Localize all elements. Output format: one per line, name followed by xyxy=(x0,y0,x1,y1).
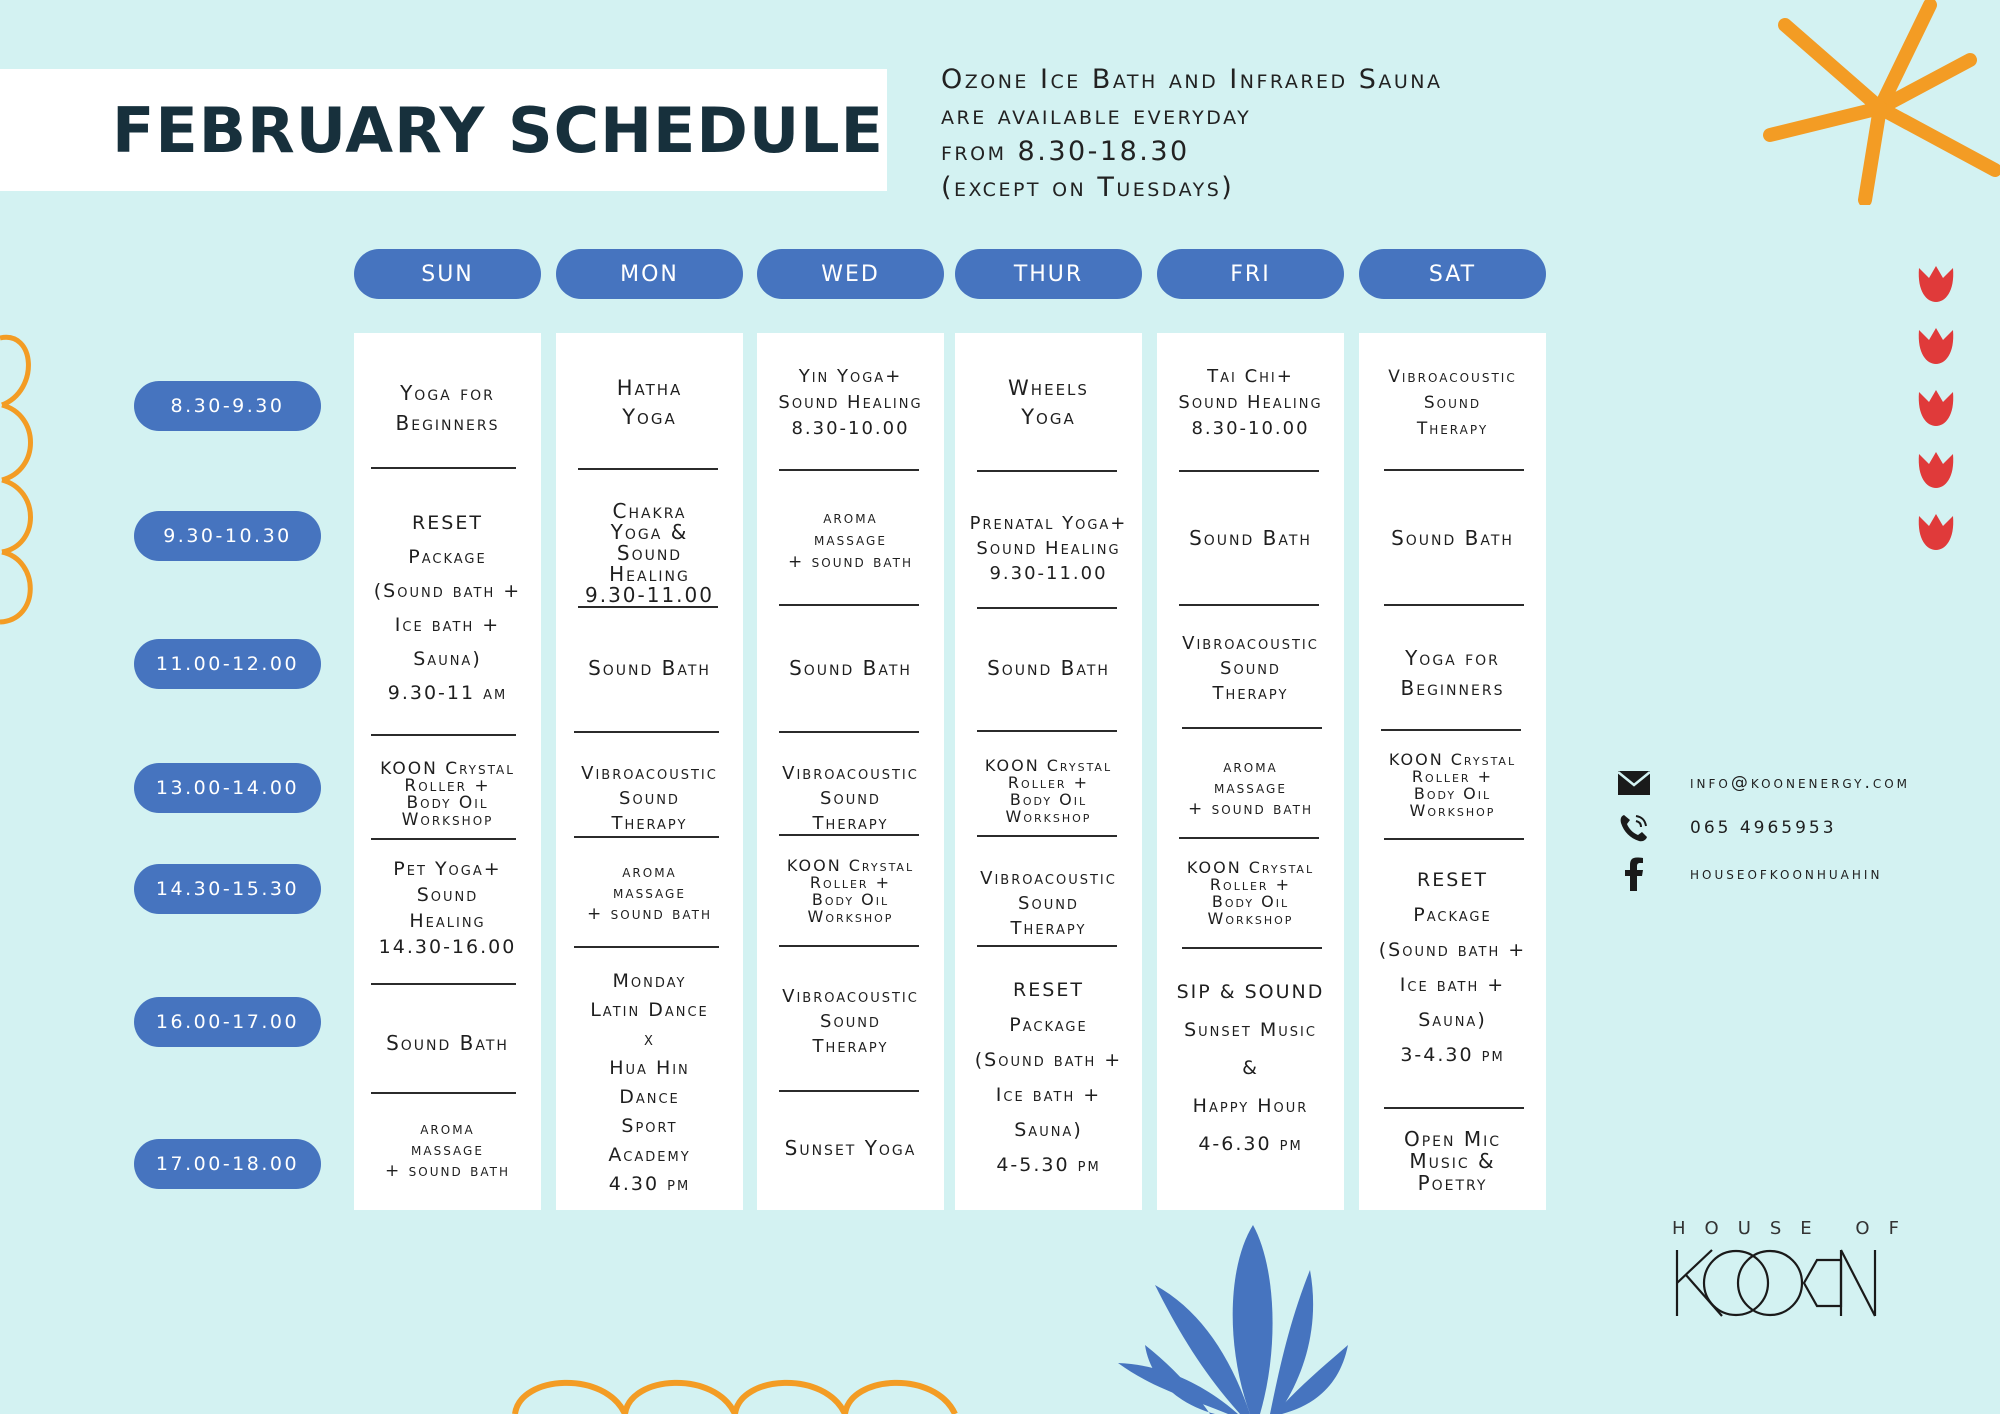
class-entry: aroma massage + sound bath xyxy=(1188,756,1313,819)
day-pill-fri: FRI xyxy=(1157,249,1344,299)
schedule-column-mon xyxy=(556,333,743,1210)
class-entry: RESET Package (Sound bath + Ice bath + Sauna) 9.30-11 am xyxy=(373,512,522,704)
notice-line: (except on Tuesdays) xyxy=(941,172,1235,203)
class-entry: Yoga for Beginners xyxy=(1400,646,1505,700)
class-entry: Vibroacoustic Sound Therapy xyxy=(980,867,1117,939)
envelope-icon xyxy=(1614,766,1654,800)
class-entry: KOON Crystal Roller + Body Oil Workshop xyxy=(984,756,1113,826)
contact-facebook-text: houseofkoonhuahin xyxy=(1690,864,1883,884)
class-entry: KOON Crystal Roller + Body Oil Workshop xyxy=(1186,857,1315,928)
title-banner xyxy=(0,69,887,191)
class-entry: Hatha Yoga xyxy=(616,376,683,429)
class-entry: Pet Yoga+ Sound Healing 14.30-16.00 xyxy=(378,858,517,958)
class-entry: RESET Package (Sound bath + Ice bath + Sauna) 3-4.30 pm xyxy=(1378,869,1527,1066)
class-entry: Chakra Yoga & Sound Healing 9.30-11.00 xyxy=(584,498,714,607)
day-pill-wed: WED xyxy=(757,249,944,299)
class-entry: Vibroacoustic Sound Therapy xyxy=(1388,367,1517,439)
class-entry: Prenatal Yoga+ Sound Healing 9.30-11.00 xyxy=(969,512,1128,584)
day-pill-mon: MON xyxy=(556,249,743,299)
page-title: FEBRUARY SCHEDULE xyxy=(112,93,885,167)
class-entry: Sunset Yoga xyxy=(784,1136,917,1160)
notice-line: from 8.30-18.30 xyxy=(941,136,1190,167)
orange-loops-left-decoration xyxy=(0,330,40,630)
contact-phone xyxy=(1614,811,1837,845)
phone-icon xyxy=(1614,811,1654,845)
orange-asterisk-decoration xyxy=(1755,0,2000,205)
class-entry: Yin Yoga+ Sound Healing 8.30-10.00 xyxy=(778,366,923,439)
class-entry: Sound Bath xyxy=(386,1031,509,1055)
class-entry: Vibroacoustic Sound Therapy xyxy=(581,762,718,834)
day-pill-sun: SUN xyxy=(354,249,541,299)
class-entry: Wheels Yoga xyxy=(1008,376,1089,429)
red-tulip-decoration xyxy=(1915,262,1957,562)
class-entry: Tai Chi+ Sound Healing 8.30-10.00 xyxy=(1178,366,1323,439)
class-entry: Sound Bath xyxy=(1189,526,1312,550)
class-entry: Yoga for Beginners xyxy=(395,381,500,435)
notice-line: are available everyday xyxy=(941,100,1252,131)
time-pill: 16.00-17.00 xyxy=(134,997,321,1047)
time-pill: 11.00-12.00 xyxy=(134,639,321,689)
class-entry: Monday Latin Dance x Hua Hin Dance Sport Academy 4.30 pm xyxy=(590,970,709,1195)
class-entry: Vibroacoustic Sound Therapy xyxy=(782,985,919,1057)
class-entry: Open Mic Music & Poetry xyxy=(1403,1126,1502,1195)
day-pill-thur: THUR xyxy=(955,249,1142,299)
class-entry: KOON Crystal Roller + Body Oil Workshop xyxy=(786,855,915,926)
day-pill-sat: SAT xyxy=(1359,249,1546,299)
blue-plant-decoration xyxy=(1110,1225,1350,1414)
brand-tagline: HOUSE OF xyxy=(1672,1218,1918,1239)
contact-email xyxy=(1614,766,1910,800)
availability-notice xyxy=(941,62,1443,206)
class-entry: Sound Bath xyxy=(987,656,1110,680)
class-entry: KOON Crystal Roller + Body Oil Workshop xyxy=(380,759,515,830)
contact-phone-text: 065 4965953 xyxy=(1690,818,1837,838)
time-pill: 13.00-14.00 xyxy=(134,763,321,813)
class-entry: aroma massage + sound bath xyxy=(788,508,913,572)
class-entry: aroma massage + sound bath xyxy=(587,861,712,924)
class-entry: aroma massage + sound bath xyxy=(385,1118,510,1181)
orange-loops-bottom-decoration xyxy=(510,1370,980,1414)
schedule-column-sat xyxy=(1359,333,1546,1210)
contact-email-text: info@koonenergy.com xyxy=(1690,773,1911,793)
koon-logo xyxy=(1674,1248,1878,1318)
schedule-column-thur xyxy=(955,333,1142,1210)
class-entry: SIP & SOUND Sunset Music & Happy Hour 4-6.30 pm xyxy=(1176,981,1325,1155)
class-entry: RESET Package (Sound bath + Ice bath + Sauna) 4-5.30 pm xyxy=(974,979,1123,1176)
class-entry: Sound Bath xyxy=(1391,526,1514,550)
class-entry: Vibroacoustic Sound Therapy xyxy=(782,762,919,834)
notice-line: Ozone Ice Bath and Infrared Sauna xyxy=(941,64,1443,95)
facebook-icon xyxy=(1614,857,1654,891)
schedule-column-fri xyxy=(1157,333,1344,1210)
class-entry: Vibroacoustic Sound Therapy xyxy=(1182,632,1319,704)
contact-facebook xyxy=(1614,857,1882,891)
time-pill: 14.30-15.30 xyxy=(134,864,321,914)
schedule-column-wed xyxy=(757,333,944,1210)
time-pill: 9.30-10.30 xyxy=(134,511,321,561)
class-entry: KOON Crystal Roller + Body Oil Workshop xyxy=(1388,750,1517,820)
time-pill: 8.30-9.30 xyxy=(134,381,321,431)
class-entry: Sound Bath xyxy=(789,656,912,680)
time-pill: 17.00-18.00 xyxy=(134,1139,321,1189)
schedule-column-sun xyxy=(354,333,541,1210)
class-entry: Sound Bath xyxy=(588,656,711,680)
